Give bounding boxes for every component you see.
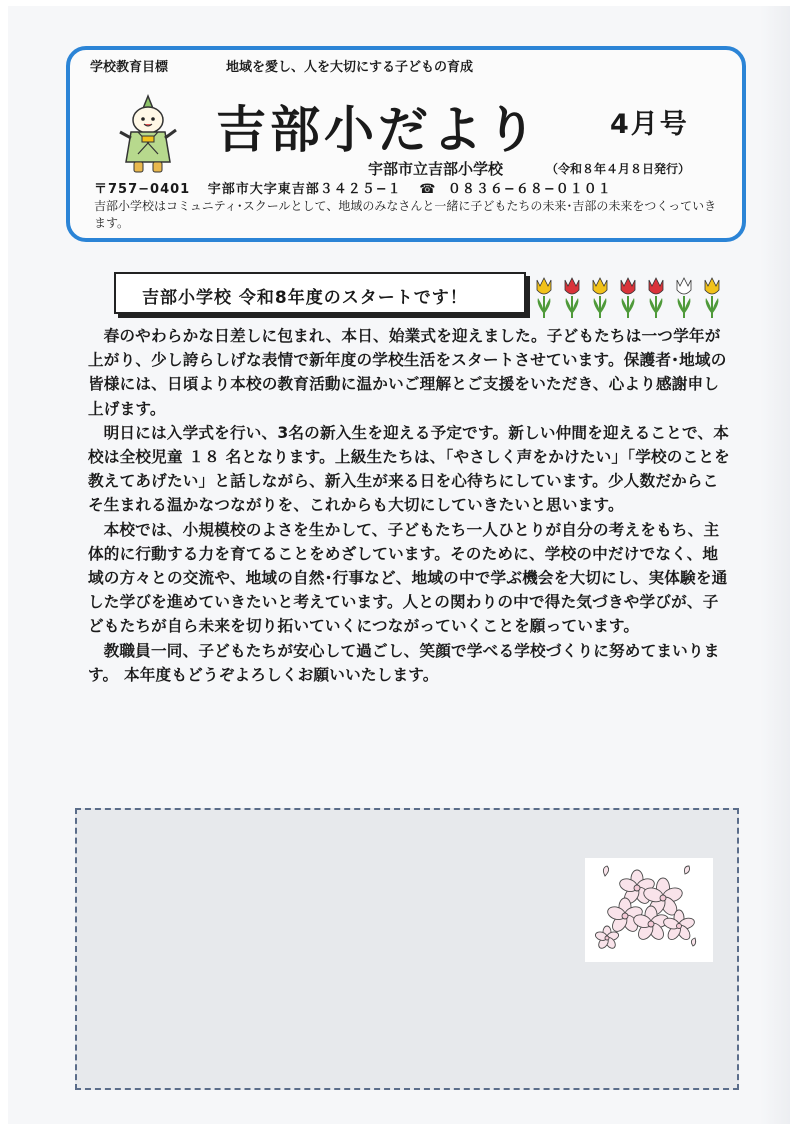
issued-date: （令和８年４月８日発行） bbox=[546, 162, 691, 176]
community-school-note: 吉部小学校はコミュニティ･スクールとして、地域のみなさんと一緒に子どもたちの未来･吉部の未来をつくっていきます。 bbox=[94, 199, 717, 230]
mascot-illustration bbox=[116, 92, 180, 176]
section-heading: 吉部小学校 令和8年度のスタートです！ bbox=[114, 272, 526, 314]
article-body bbox=[88, 324, 732, 687]
paragraph-opening: 春のやわらかな日差しに包まれ、本日、始業式を迎えました。子どもたちは一つ学年が上がり、少し誇らしげな表情で新年度の学校生活をスタートさせています。保護者･地域の皆様には、日頃より本校の教育活動に温かいご理解とご支援をいただき、心より感謝申し上げます。 bbox=[88, 327, 727, 418]
photo-placeholder-box bbox=[75, 808, 739, 1090]
tulip-row-illustration bbox=[534, 274, 734, 320]
cherry-blossom-illustration bbox=[585, 858, 713, 962]
postal-code: 〒757−0401 bbox=[94, 182, 191, 197]
school-goal-text: 地域を愛し、人を大切にする子どもの育成 bbox=[226, 60, 474, 75]
phone-icon: ☎ bbox=[419, 182, 437, 197]
school-goal-label: 学校教育目標 bbox=[90, 60, 169, 75]
tulip-icon bbox=[537, 278, 551, 318]
phone-number: ０８３６−６８−０１０１ bbox=[447, 182, 612, 197]
newsletter-page bbox=[8, 6, 790, 1124]
school-goal bbox=[90, 56, 473, 75]
paragraph-entrance-ceremony: 明日には入学式を行い、3名の新入生を迎える予定です。新しい仲間を迎えることで、本校は全校児童 １８ 名となります。上級生たちは、「やさしく声をかけたい」「学校のことを教えてあげたい」と話しながら、新入生が来る日を心待ちにしています。少人数だからこそ生まれる温かなつながりを、これからも大切にしていきたいと思います。 bbox=[88, 423, 730, 515]
issue-label: 4月号 bbox=[610, 109, 689, 140]
address: 宇部市大字東吉部３４２５−１ bbox=[207, 182, 402, 197]
paragraph-closing: 教職員一同、子どもたちが安心して過ごし、笑顔で学べる学校づくりに努めてまいります。 本年度もどうぞよろしくお願いいたします。 bbox=[88, 641, 720, 684]
school-name: 宇部市立吉部小学校 bbox=[368, 160, 504, 178]
header-box bbox=[66, 46, 746, 242]
contact-row bbox=[94, 178, 624, 197]
paragraph-school-policy: 本校では、小規模校のよさを生かして、子どもたち一人ひとりが自分の考えをもち、主体的に行動する力を育てることをめざしています。そのために、学校の中だけでなく、地域の方々との交流や、地域の自然･行事など、地域の中で学ぶ機会を大切にし、実体験を通した学びを進めていきたいと考えています。人との関わりの中で得た気づきや学びが、子どもたちが自ら未来を切り拓いていくにつながっていくことを願っています。 bbox=[88, 520, 728, 636]
newsletter-title: 吉部小だより bbox=[216, 101, 540, 159]
